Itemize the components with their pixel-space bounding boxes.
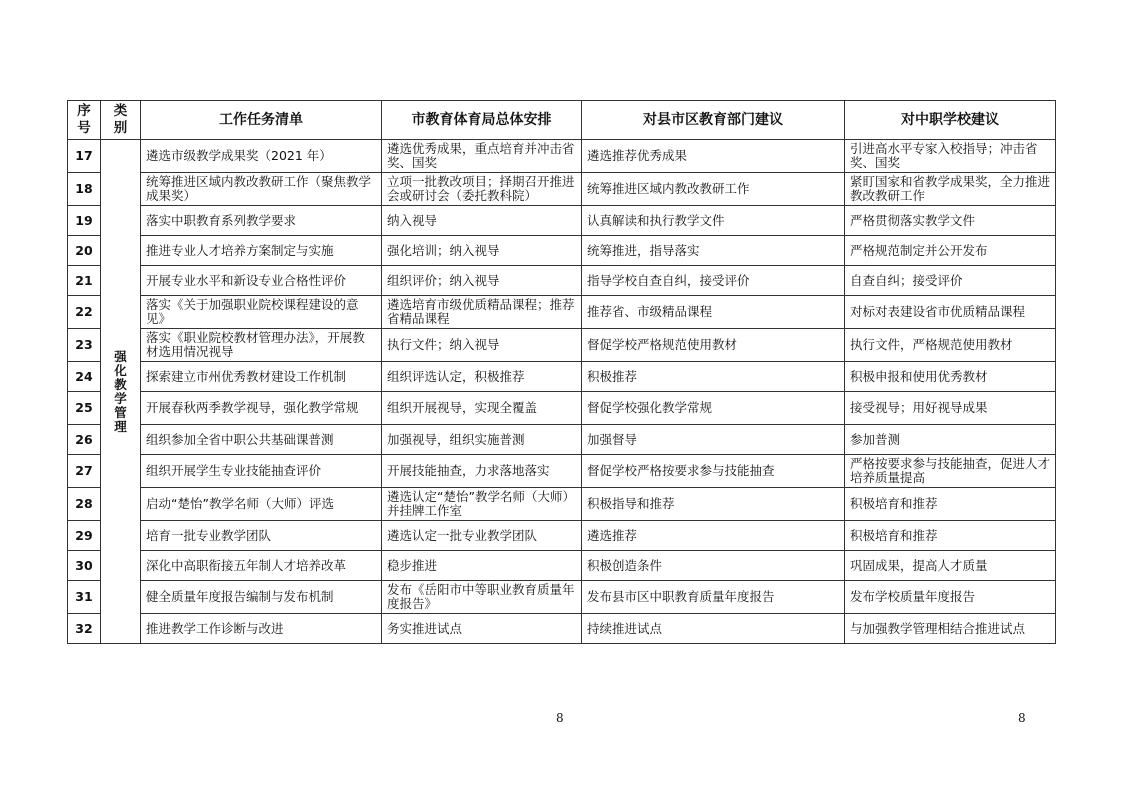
school-suggestion-cell: 接受视导；用好视导成果 <box>845 392 1056 425</box>
county-suggestion-cell: 持续推进试点 <box>582 614 845 644</box>
school-suggestion-cell: 巩固成果，提高人才质量 <box>845 551 1056 581</box>
table-row <box>68 392 1056 425</box>
row-number: 19 <box>68 206 101 236</box>
table-row <box>68 581 1056 614</box>
county-suggestion-cell: 遴选推荐 <box>582 521 845 551</box>
row-number: 28 <box>68 488 101 521</box>
school-suggestion-cell: 紧盯国家和省教学成果奖，全力推进教改教研工作 <box>845 173 1056 206</box>
table-row <box>68 236 1056 266</box>
task-cell: 推进专业人才培养方案制定与实施 <box>141 236 382 266</box>
city-arrangement-cell: 纳入视导 <box>382 206 582 236</box>
county-suggestion-cell: 认真解读和执行教学文件 <box>582 206 845 236</box>
header-index <box>68 101 101 140</box>
table-row <box>68 488 1056 521</box>
city-arrangement-cell: 执行文件；纳入视导 <box>382 329 582 362</box>
task-cell: 组织参加全省中职公共基础课普测 <box>141 425 382 455</box>
task-cell: 深化中高职衔接五年制人才培养改革 <box>141 551 382 581</box>
school-suggestion-cell: 严格按要求参与技能抽查，促进人才培养质量提高 <box>845 455 1056 488</box>
school-suggestion-cell: 积极申报和使用优秀教材 <box>845 362 1056 392</box>
school-suggestion-cell: 参加普测 <box>845 425 1056 455</box>
header-school: 对中职学校建议 <box>845 101 1056 140</box>
row-number: 30 <box>68 551 101 581</box>
city-arrangement-cell: 稳步推进 <box>382 551 582 581</box>
table-row <box>68 362 1056 392</box>
table-row <box>68 173 1056 206</box>
category-cell <box>101 140 141 644</box>
task-cell: 推进教学工作诊断与改进 <box>141 614 382 644</box>
school-suggestion-cell: 对标对表建设省市优质精品课程 <box>845 296 1056 329</box>
task-cell: 开展春秋两季教学视导，强化教学常规 <box>141 392 382 425</box>
header-city: 市教育体育局总体安排 <box>382 101 582 140</box>
row-number: 23 <box>68 329 101 362</box>
header-index-text: 序号 <box>77 103 91 136</box>
city-arrangement-cell: 遴选优秀成果，重点培育并冲击省奖、国奖 <box>382 140 582 173</box>
page-number-center: 8 <box>556 711 564 725</box>
school-suggestion-cell: 严格规范制定并公开发布 <box>845 236 1056 266</box>
city-arrangement-cell: 发布《岳阳市中等职业教育质量年度报告》 <box>382 581 582 614</box>
city-arrangement-cell: 遴选培育市级优质精品课程；推荐省精品课程 <box>382 296 582 329</box>
city-arrangement-cell: 组织评选认定，积极推荐 <box>382 362 582 392</box>
row-number: 24 <box>68 362 101 392</box>
table-row <box>68 266 1056 296</box>
school-suggestion-cell: 执行文件，严格规范使用教材 <box>845 329 1056 362</box>
city-arrangement-cell: 遴选认定一批专业教学团队 <box>382 521 582 551</box>
task-cell: 落实《职业院校教材管理办法》，开展教材选用情况视导 <box>141 329 382 362</box>
row-number: 32 <box>68 614 101 644</box>
task-cell: 统筹推进区域内教改教研工作（聚焦教学成果奖） <box>141 173 382 206</box>
table-row <box>68 551 1056 581</box>
row-number: 26 <box>68 425 101 455</box>
table-row <box>68 614 1056 644</box>
header-category <box>101 101 141 140</box>
city-arrangement-cell: 立项一批教改项目；择期召开推进会或研讨会（委托教科院） <box>382 173 582 206</box>
header-category-text: 类别 <box>113 103 128 136</box>
county-suggestion-cell: 统筹推进区域内教改教研工作 <box>582 173 845 206</box>
task-cell: 落实《关于加强职业院校课程建设的意见》 <box>141 296 382 329</box>
row-number: 22 <box>68 296 101 329</box>
county-suggestion-cell: 统筹推进，指导落实 <box>582 236 845 266</box>
county-suggestion-cell: 督促学校严格按要求参与技能抽查 <box>582 455 845 488</box>
school-suggestion-cell: 发布学校质量年度报告 <box>845 581 1056 614</box>
county-suggestion-cell: 加强督导 <box>582 425 845 455</box>
task-cell: 健全质量年度报告编制与发布机制 <box>141 581 382 614</box>
task-table <box>67 100 1056 644</box>
city-arrangement-cell: 务实推进试点 <box>382 614 582 644</box>
table-row <box>68 206 1056 236</box>
row-number: 21 <box>68 266 101 296</box>
table-row <box>68 296 1056 329</box>
table-row <box>68 455 1056 488</box>
task-cell: 探索建立市州优秀教材建设工作机制 <box>141 362 382 392</box>
county-suggestion-cell: 积极创造条件 <box>582 551 845 581</box>
task-cell: 组织开展学生专业技能抽查评价 <box>141 455 382 488</box>
row-number: 25 <box>68 392 101 425</box>
header-county: 对县市区教育部门建议 <box>582 101 845 140</box>
row-number: 20 <box>68 236 101 266</box>
row-number: 29 <box>68 521 101 551</box>
header-row <box>68 101 1056 140</box>
county-suggestion-cell: 督促学校强化教学常规 <box>582 392 845 425</box>
table-row <box>68 521 1056 551</box>
page-number-right: 8 <box>1018 711 1026 725</box>
school-suggestion-cell: 积极培育和推荐 <box>845 521 1056 551</box>
category-label: 强化教学管理 <box>114 348 127 434</box>
school-suggestion-cell: 积极培育和推荐 <box>845 488 1056 521</box>
row-number: 18 <box>68 173 101 206</box>
county-suggestion-cell: 推荐省、市级精品课程 <box>582 296 845 329</box>
row-number: 27 <box>68 455 101 488</box>
table-row <box>68 425 1056 455</box>
task-cell: 开展专业水平和新设专业合格性评价 <box>141 266 382 296</box>
county-suggestion-cell: 发布县市区中职教育质量年度报告 <box>582 581 845 614</box>
school-suggestion-cell: 与加强教学管理相结合推进试点 <box>845 614 1056 644</box>
school-suggestion-cell: 自查自纠；接受评价 <box>845 266 1056 296</box>
task-cell: 落实中职教育系列教学要求 <box>141 206 382 236</box>
city-arrangement-cell: 遴选认定“楚怡”教学名师（大师）并挂牌工作室 <box>382 488 582 521</box>
city-arrangement-cell: 强化培训；纳入视导 <box>382 236 582 266</box>
county-suggestion-cell: 遴选推荐优秀成果 <box>582 140 845 173</box>
county-suggestion-cell: 积极指导和推荐 <box>582 488 845 521</box>
school-suggestion-cell: 严格贯彻落实教学文件 <box>845 206 1056 236</box>
city-arrangement-cell: 加强视导，组织实施普测 <box>382 425 582 455</box>
city-arrangement-cell: 组织开展视导，实现全覆盖 <box>382 392 582 425</box>
task-cell: 培育一批专业教学团队 <box>141 521 382 551</box>
row-number: 31 <box>68 581 101 614</box>
task-cell: 启动“楚怡”教学名师（大师）评选 <box>141 488 382 521</box>
table-body <box>68 140 1056 644</box>
city-arrangement-cell: 组织评价；纳入视导 <box>382 266 582 296</box>
table-row <box>68 140 1056 173</box>
row-number: 17 <box>68 140 101 173</box>
county-suggestion-cell: 督促学校严格规范使用教材 <box>582 329 845 362</box>
task-cell: 遴选市级教学成果奖（2021 年） <box>141 140 382 173</box>
county-suggestion-cell: 指导学校自查自纠，接受评价 <box>582 266 845 296</box>
city-arrangement-cell: 开展技能抽查，力求落地落实 <box>382 455 582 488</box>
county-suggestion-cell: 积极推荐 <box>582 362 845 392</box>
header-task: 工作任务清单 <box>141 101 382 140</box>
school-suggestion-cell: 引进高水平专家入校指导；冲击省奖、国奖 <box>845 140 1056 173</box>
table-row <box>68 329 1056 362</box>
